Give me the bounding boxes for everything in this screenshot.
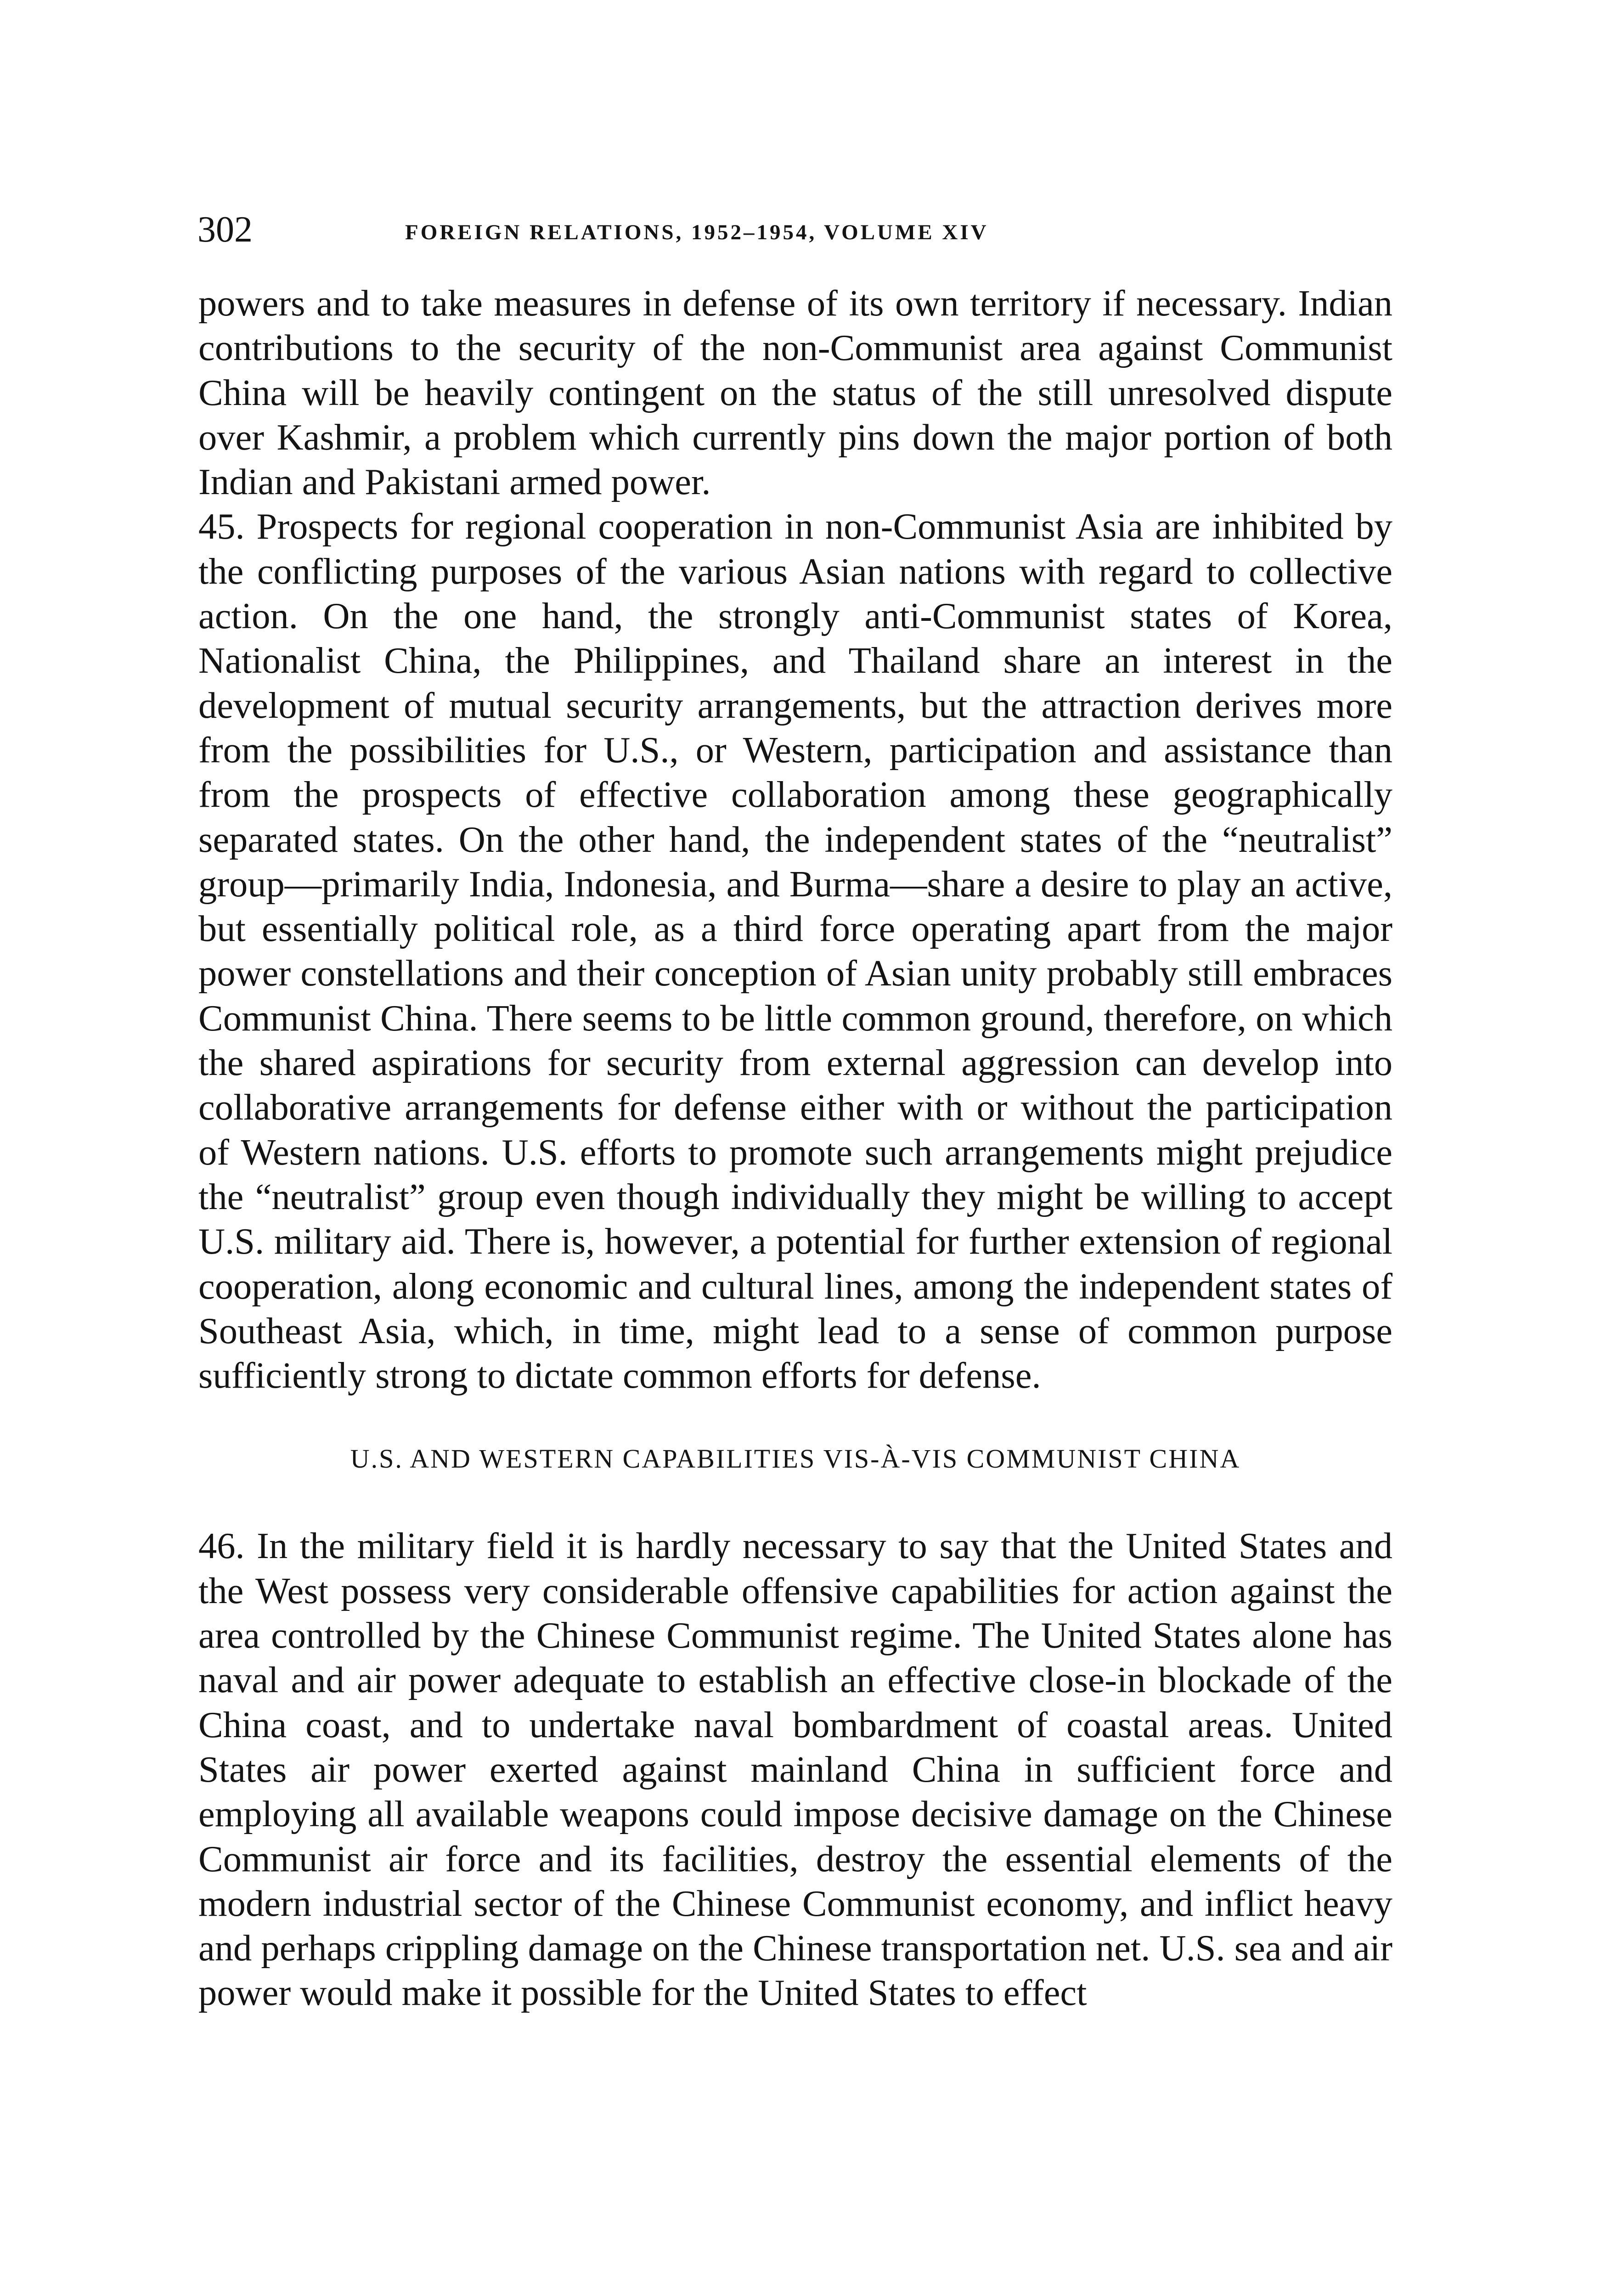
- page-header: [197, 202, 1428, 257]
- paragraph-45: 45. Prospects for regional cooperation in non-Communist Asia are inhibited by the conflicting purposes of the various Asian nations with regard to collective action. On the one hand, the strongly anti-Communist states of Korea, Nationalist China, the Philippines, and Thailand share an interest in the development of mutual security arrangements, but the attraction derives more from the possibilities for U.S., or Western, participation and assistance than from the prospects of effective collaboration among these geographically separated states. On the other hand, the independent states of the “neutralist” group—primarily India, Indonesia, and Burma—share a desire to play an active, but essentially political role, as a third force operating apart from the major power constellations and their conception of Asian unity probably still embraces Communist China. There seems to be little common ground, therefore, on which the shared aspirations for security from external aggression can develop into collaborative arrangements for defense either with or without the participation of Western nations. U.S. efforts to promote such arrangements might prejudice the “neutralist” group even though individually they might be willing to accept U.S. military aid. There is, however, a potential for further extension of regional cooperation, along economic and cultural lines, among the independent states of Southeast Asia, which, in time, might lead to a sense of common purpose sufficiently strong to dictate common efforts for defense.: [198, 506, 1392, 1396]
- section-heading: U.S. AND WESTERN CAPABILITIES VIS-À-VIS COMMUNIST CHINA: [350, 1444, 1241, 1474]
- paragraph-46: 46. In the military field it is hardly necessary to say that the United States and the West possess very considerable offensive capabilities for action against the area controlled by the Chinese Communist regime. The United States alone has naval and air power adequate to establish an effective close-in blockade of the China coast, and to undertake naval bombardment of coastal areas. United States air power exerted against mainland China in sufficient force and employing all available weapons could impose decisive damage on the Chinese Communist air force and its facilities, destroy the essential elements of the modern industrial sector of the Chinese Communist economy, and inflict heavy and perhaps crippling damage on the Chinese transportation net. U.S. sea and air power would make it possible for the United States to effect: [198, 1525, 1392, 2014]
- page-number: 302: [197, 209, 253, 250]
- running-title: FOREIGN RELATIONS, 1952–1954, VOLUME XIV: [405, 220, 989, 244]
- body-text: [198, 281, 1392, 2015]
- paragraph-continued: powers and to take measures in defense of its own territory if necessary. Indian contributions to the security of the non-Communist area against Communist China will be heavily contingent on the status of the still unresolved dispute over Kashmir, a problem which currently pins down the major portion of both Indian and Pakistani armed power.: [198, 283, 1392, 503]
